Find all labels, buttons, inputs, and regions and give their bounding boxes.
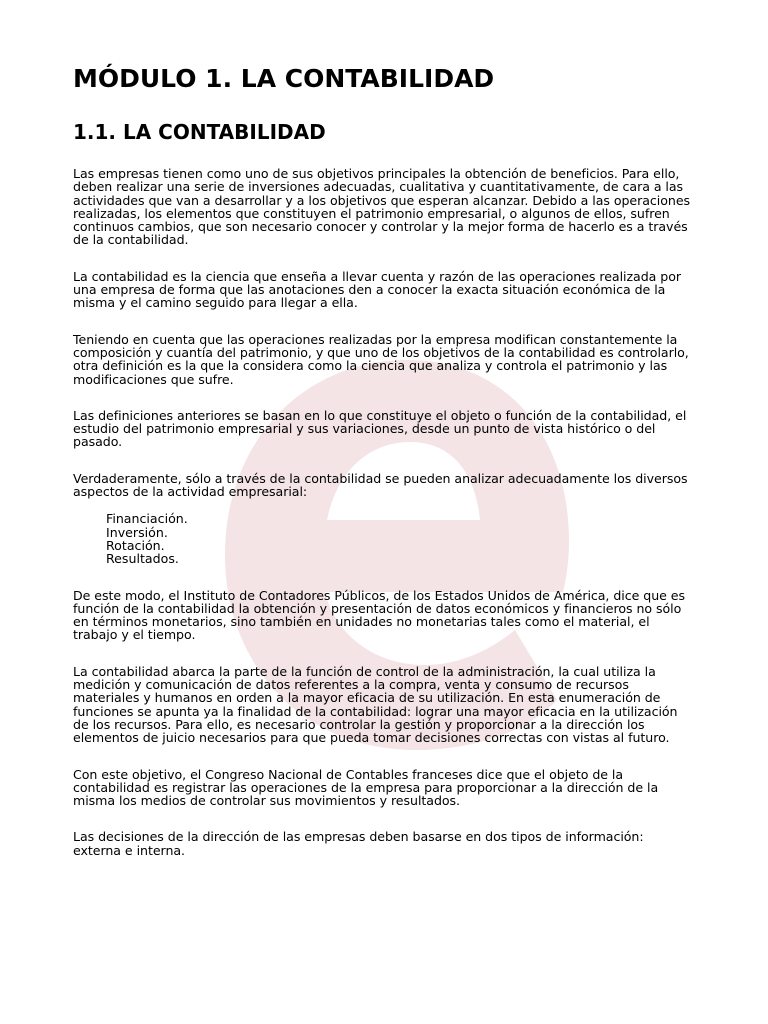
- activity-aspects-list: [106, 512, 695, 565]
- paragraph: Teniendo en cuenta que las operaciones realizadas por la empresa modifican constantemente la composición y cuantía del patrimonio, y que uno de los objetivos de la contabilidad es controlarlo, otra definición es la que la considera como la ciencia que analiza y controla el patrimonio y las modificaciones que sufre.: [73, 331, 689, 387]
- list-item: Financiación.: [106, 511, 188, 527]
- paragraph: Con este objetivo, el Congreso Nacional de Contables franceses dice que el objeto de la contabilidad es registrar las operaciones de la empresa para proporcionar a la dirección de la misma los medios de controlar sus movimientos y resultados.: [73, 766, 659, 809]
- paragraph: La contabilidad abarca la parte de la función de control de la administración, la cual utiliza la medición y comunicación de datos referentes a la compra, venta y consumo de recursos materiales y humanos en orden a la mayor eficacia de su utilización. En esta enumeración de funciones se apunta ya la finalidad de la contabilidad: lograr una mayor eficacia en la utilización de los recursos. Para ello, es necesario controlar la gestión y proporcionar a la dirección los elementos de juicio necesarios para que pueda tomar decisiones correctas con vistas al futuro.: [73, 663, 678, 746]
- list-item: Resultados.: [106, 551, 179, 567]
- paragraph: De este modo, el Instituto de Contadores Públicos, de los Estados Unidos de América, dice que es función de la contabilidad la obtención y presentación de datos económicos y financieros no sólo en términos monetarios, sino también en unidades no monetarias tales como el material, el trabajo y el tiempo.: [73, 587, 685, 643]
- list-item: Rotación.: [106, 537, 165, 553]
- list-item: Inversión.: [106, 524, 168, 540]
- paragraph: Verdaderamente, sólo a través de la contabilidad se pueden analizar adecuadamente los diversos aspectos de la actividad empresarial:: [73, 470, 688, 500]
- paragraph: Las empresas tienen como uno de sus objetivos principales la obtención de beneficios. Para ello, deben realizar una serie de inversiones adecuadas, cualitativa y cuantitativamente, de cara a las actividades que van a desarrollar y a los objetivos que esperan alcanzar. Debido a las operaciones realizadas, los elementos que constituyen el patrimonio empresarial, o algunos de ellos, sufren continuos cambios, que son necesario conocer y controlar y la mejor forma de hacerlo es a través de la contabilidad.: [73, 166, 691, 248]
- paragraph: La contabilidad es la ciencia que enseña a llevar cuenta y razón de las operaciones realizada por una empresa de forma que las anotaciones den a conocer la exacta situación económica de la misma y el camino seguido para llegar a ella.: [73, 268, 681, 311]
- section-title: 1.1. LA CONTABILIDAD: [73, 120, 326, 144]
- paragraph: Las definiciones anteriores se basan en lo que constituye el objeto o función de la contabilidad, el estudio del patrimonio empresarial y sus variaciones, desde un punto de vista histórico o del pasado.: [73, 407, 687, 450]
- document-title: MÓDULO 1. LA CONTABILIDAD: [73, 64, 495, 93]
- paragraph: Las decisiones de la dirección de las empresas deben basarse en dos tipos de información: externa e interna.: [73, 829, 644, 858]
